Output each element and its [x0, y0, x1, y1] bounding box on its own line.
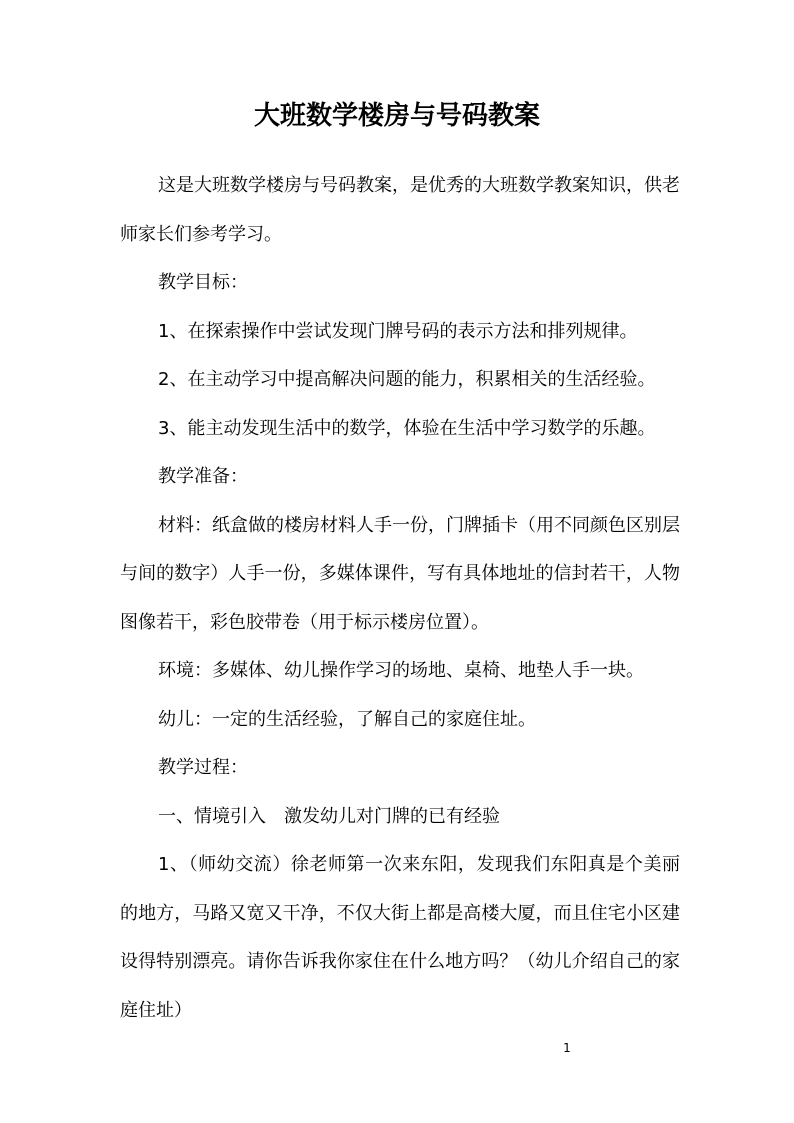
- goal-item-1: 1、在探索操作中尝试发现门牌号码的表示方法和排列规律。: [158, 320, 638, 342]
- preparation-children: 幼儿：一定的生活经验，了解自己的家庭住址。: [158, 708, 536, 730]
- process-step-1: 1、（师幼交流）徐老师第一次来东阳，发现我们东阳真是个美丽的地方，马路又宽又干净，不仅大街上都是高楼大厦，而且住宅小区建设得特别漂亮。请你告诉我你家住在什么地方吗？（幼儿介绍自己的家庭住址）: [120, 854, 680, 1021]
- preparation-environment: 环境：多媒体、幼儿操作学习的场地、桌椅、地垫人手一块。: [158, 660, 644, 681]
- heading-teaching-preparation: 教学准备：: [158, 466, 248, 487]
- page-number: 1: [563, 1041, 571, 1055]
- process-section-1: 一、情境引入 激发幼儿对门牌的已有经验: [158, 805, 500, 827]
- goal-item-3: 3、能主动发现生活中的数学，体验在生活中学习数学的乐趣。: [158, 417, 656, 439]
- heading-teaching-process: 教学过程：: [158, 757, 248, 778]
- paragraph-intro: 这是大班数学楼房与号码教案，是优秀的大班数学教案知识，供老师家长们参考学习。: [120, 175, 680, 245]
- heading-teaching-goals: 教学目标：: [158, 272, 248, 293]
- document-body: [120, 162, 680, 1035]
- goal-item-2: 2、在主动学习中提高解决问题的能力，积累相关的生活经验。: [158, 369, 656, 390]
- preparation-materials: 材料：纸盒做的楼房材料人手一份，门牌插卡（用不同颜色区别层与间的数字）人手一份，多媒体课件，写有具体地址的信封若干，人物图像若干，彩色胶带卷（用于标示楼房位置）。: [120, 514, 680, 633]
- document-title: 大班数学楼房与号码教案: [253, 101, 540, 131]
